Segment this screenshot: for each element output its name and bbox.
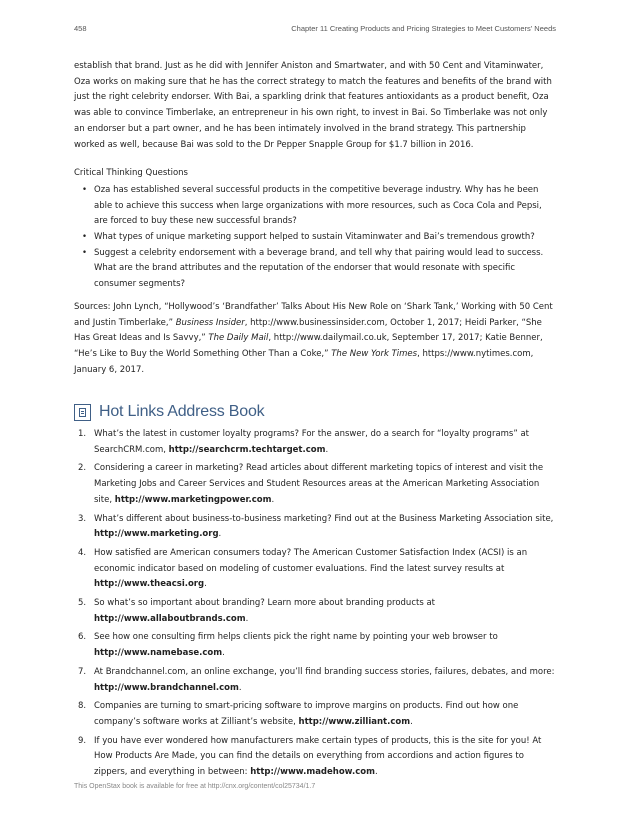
item-number: 8.: [78, 701, 87, 712]
item-end: .: [238, 682, 242, 693]
item-text: At Brandchannel.com, an online exchange, you’ll find branding success stories, failures, debates, and more:: [94, 666, 555, 677]
list-item: [74, 630, 558, 661]
list-item: [74, 512, 558, 543]
list-item: [74, 427, 558, 458]
item-text: Considering a career in marketing? Read articles about different marketing topics of interest and visit the Marketing Jobs and Career Services and Student Resources areas at the American Marketing Association site,: [94, 463, 544, 505]
item-text: What’s different about business-to-business marketing? Find out at the Business Marketing Association site,: [94, 513, 554, 524]
item-text: See how one consulting firm helps clients pick the right name by pointing your web browser to: [94, 632, 498, 643]
sources-text: Sources: John Lynch, “Hollywood’s ‘Brandfather’ Talks About His New Role on ‘Shark Tank,’ Working with 50 Cent and Justin Timberlake,”: [74, 301, 553, 328]
item-end: .: [325, 444, 329, 455]
critical-thinking-title: Critical Thinking Questions: [74, 168, 188, 179]
link-url[interactable]: http://www.marketingpower.com: [114, 494, 272, 505]
item-text: Companies are turning to smart-pricing software to improve margins on products. Find out how one company’s software works at Zilliant’s website,: [94, 701, 519, 727]
list-item: [74, 546, 558, 593]
sources-paragraph: [74, 300, 558, 379]
publication-name: The Daily Mail: [208, 333, 269, 344]
item-end: .: [374, 767, 378, 778]
hot-links-heading: [74, 402, 264, 422]
hot-links-list: [74, 427, 558, 784]
item-text: What’s the latest in customer loyalty programs? For the answer, do a search for “loyalty programs” at SearchCRM.com,: [94, 429, 530, 455]
section-title: Hot Links Address Book: [99, 403, 265, 420]
item-end: .: [245, 613, 249, 624]
item-text: So what’s so important about branding? Learn more about branding products at: [94, 598, 436, 609]
question-item: • Oza has established several successful products in the competitive beverage industry. Why has he been able to achieve this success when large organizations with more resources, such as Coca Cola and Pepsi, are forced to buy these new successful brands?: [94, 183, 558, 230]
list-item: [74, 665, 558, 696]
critical-thinking-list: [74, 183, 558, 293]
item-number: 9.: [78, 735, 87, 746]
item-number: 5.: [78, 598, 87, 609]
sources-text: , http://www.businessinsider.com, October 1, 2017; Heidi Parker, “She Has Great Ideas and Is Savvy,”: [74, 317, 542, 344]
sources-text: , https://www.nytimes.com, January 6, 2017.: [74, 348, 534, 375]
item-end: .: [218, 529, 222, 540]
item-end: .: [204, 579, 207, 590]
link-url[interactable]: http://www.marketing.org: [94, 529, 219, 540]
link-url[interactable]: http://searchcrm.techtarget.com: [168, 444, 326, 455]
link-url[interactable]: http://www.namebase.com: [94, 648, 223, 659]
intro-paragraph: establish that brand. Just as he did with Jennifer Aniston and Smartwater, and with 50 Cent and Vitaminwater, Oza works on making sure that he has the correct strategy to match the features and benefits of the brand with just the right celebrity endorser. With Bai, a sparkling drink that features antioxidants as a product benefit, Oza was able to convince Timberlake, an entrepreneur in his own right, to invest in Bai. So Timberlake was not only an endorser but a part owner, and he has been intimately involved in the brand strategy. This partnership worked as well, because Bai was sold to the Dr Pepper Snapple Group for $1.7 billion in 2016.: [74, 61, 552, 150]
list-item: [74, 461, 558, 508]
page-footer: This OpenStax book is available for free at http://cnx.org/content/col25734/1.7: [74, 783, 316, 790]
main-content: [74, 59, 558, 378]
page-number: 458: [74, 24, 87, 33]
item-text: How satisfied are American consumers today? The American Customer Satisfaction Index (ACSI) is an economic indicator based on modeling of customer evaluations. Find the latest survey results at: [94, 547, 528, 574]
link-url[interactable]: http://www.zilliant.com: [298, 716, 411, 727]
question-item: • Suggest a celebrity endorsement with a beverage brand, and tell why that pairing would lead to success. What are the brand attributes and the reputation of the endorser that would resonate with specific consumer segments?: [94, 246, 558, 293]
item-number: 6.: [78, 632, 87, 643]
question-item: • What types of unique marketing support helped to sustain Vitaminwater and Bai’s tremendous growth?: [94, 230, 558, 246]
item-end: .: [222, 648, 225, 659]
item-end: .: [410, 716, 413, 727]
item-text: If you have ever wondered how manufacturers make certain types of products, this is the site for you! At How Products Are Made, you can find the details on everything from accordions and action figures to zippers, and everything in between:: [94, 735, 542, 778]
link-url[interactable]: http://www.theacsi.org: [94, 579, 205, 590]
publication-name: The New York Times: [331, 348, 418, 359]
item-number: 7.: [78, 666, 87, 677]
link-url[interactable]: http://www.allaboutbrands.com: [94, 613, 246, 624]
list-item: [74, 699, 558, 730]
list-item: [74, 596, 558, 627]
address-book-icon: [74, 404, 91, 421]
item-end: .: [271, 494, 275, 505]
item-number: 1.: [78, 429, 87, 439]
link-url[interactable]: http://www.brandchannel.com: [94, 682, 239, 693]
item-number: 3.: [78, 513, 87, 524]
list-item: [74, 734, 558, 781]
sources-text: , http://www.dailymail.co.uk, September 17, 2017; Katie Benner, “He’s Like to Buy the World Something Other Than a Coke,”: [74, 333, 543, 359]
publication-name: Business Insider: [175, 317, 245, 328]
item-number: 4.: [78, 547, 87, 558]
item-number: 2.: [78, 463, 87, 474]
link-url[interactable]: http://www.madehow.com: [250, 767, 375, 778]
chapter-title: Chapter 11 Creating Products and Pricing Strategies to Meet Customers' Needs: [291, 24, 556, 33]
